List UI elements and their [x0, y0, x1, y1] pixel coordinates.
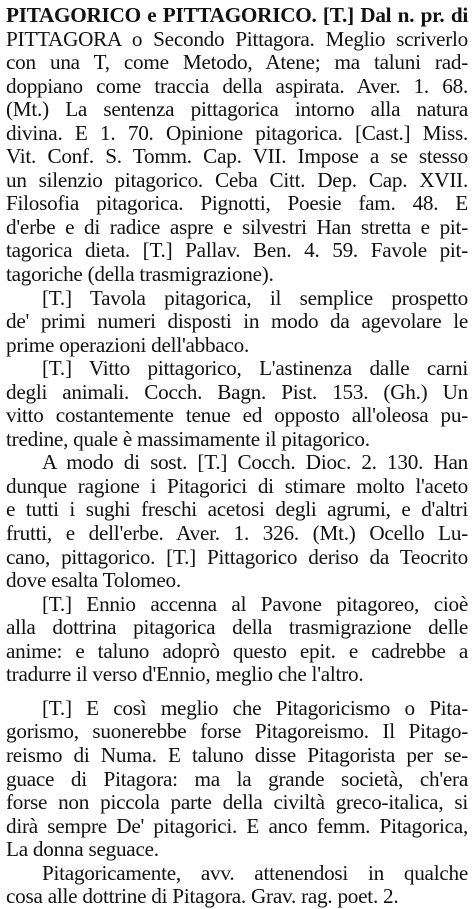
entry-line: vitto costantemente tenue ed opposto all'oleosa pu- — [6, 404, 468, 428]
entry-line: A modo di sost. [T.] Cocch. Dioc. 2. 130. Han — [42, 451, 468, 475]
entry-paragraph — [6, 4, 468, 287]
entry-line: PITTAGORA o Secondo Pittagora. Meglio scriverlo — [6, 27, 468, 51]
entry-line: cosa alle dottrine di Pitagora. Grav. rag. poet. 2. — [6, 885, 399, 909]
entry-line: tagoriche (della trasmigrazione). — [6, 263, 274, 287]
entry-line: prime operazioni dell'abbaco. — [6, 333, 250, 357]
entry-line: con una T, come Metodo, Atene; ma taluni rad- — [6, 51, 468, 75]
paragraph-gap — [6, 687, 468, 697]
entry-paragraph — [6, 451, 468, 592]
entry-line: tagorica dieta. [T.] Pallav. Ben. 4. 59. Favole pit- — [6, 239, 468, 263]
entry-paragraph — [6, 862, 468, 909]
entry-line: tredine, quale è massimamente il pitagorico. — [6, 427, 370, 451]
entry-line: divina. E 1. 70. Opinione pitagorica. [Cast.] Miss. — [6, 121, 468, 145]
entry-line: dove esalta Tolomeo. — [6, 569, 181, 593]
entry-line: dunque ragione i Pitagorici di stimare molto l'aceto — [6, 474, 468, 498]
entry-line: degli animali. Cocch. Bagn. Pist. 153. (Gh.) Un — [6, 380, 468, 404]
entry-line: Vit. Conf. S. Tomm. Cap. VII. Impose a se stesso — [6, 145, 468, 169]
entry-line: cano, pittagorico. [T.] Pittagorico deriso da Teocrito — [6, 545, 468, 569]
entry-line: [T.] E così meglio che Pitagoricismo o Pita- — [42, 696, 468, 720]
entry-line: e tutti i sughi freschi acetosi degli agrumi, e d'altri — [6, 498, 468, 522]
entry-line: (Mt.) La sentenza pittagorica intorno alla natura — [6, 98, 468, 122]
entry-line: La donna seguace. — [6, 838, 159, 862]
entry-line: un silenzio pitagorico. Ceba Citt. Dep. Cap. XVII. — [6, 168, 468, 192]
entry-line: reismo di Numa. E taluno disse Pitagorista per se- — [6, 743, 468, 767]
entry-line: Filosofia pitagorica. Pignotti, Poesie fam. 48. E — [6, 192, 468, 216]
entry-line: anime: e taluno adoprò questo epit. e cadrebbe a — [6, 639, 468, 663]
entry-line: d'erbe e di radice aspre e silvestri Han stretta e pit- — [6, 215, 468, 239]
entry-line: doppiano come traccia della aspirata. Aver. 1. 68. — [6, 74, 468, 98]
entry-line: gorismo, suonerebbe forse Pitagoreismo. Il Pitago- — [6, 720, 468, 744]
entry-line: Pitagoricamente, avv. attenendosi in qualche — [42, 861, 468, 885]
entry-line: de' primi numeri disposti in modo da agevolare le — [6, 310, 468, 334]
dictionary-page — [6, 0, 468, 909]
entry-paragraph — [6, 357, 468, 451]
entry-line: alla dottrina pitagorica della trasmigrazione delle — [6, 616, 468, 640]
dictionary-entry — [6, 4, 468, 909]
entry-line: forse non piccola parte della civiltà greco-italica, si — [6, 791, 468, 815]
entry-line: [T.] Tavola pitagorica, il semplice prospetto — [42, 286, 468, 310]
entry-paragraph — [6, 287, 468, 358]
entry-line: [T.] Vitto pittagorico, L'astinenza dalle carni — [42, 357, 468, 381]
entry-line: guace di Pitagora: ma la grande società, ch'era — [6, 767, 468, 791]
entry-line: [T.] Ennio accenna al Pavone pitagoreo, cioè — [42, 592, 468, 616]
entry-paragraph — [6, 697, 468, 862]
entry-paragraph — [6, 593, 468, 687]
entry-line: PITAGORICO e PITTAGORICO. [T.] Dal n. pr. di — [6, 4, 468, 27]
entry-line: frutti, e dell'erbe. Aver. 1. 326. (Mt.) Ocello Lu- — [6, 522, 468, 546]
entry-line: tradurre il verso d'Ennio, meglio che l'altro. — [6, 663, 364, 687]
entry-line: dirà sempre De' pitagorici. E anco femm. Pitagorica, — [6, 814, 468, 838]
